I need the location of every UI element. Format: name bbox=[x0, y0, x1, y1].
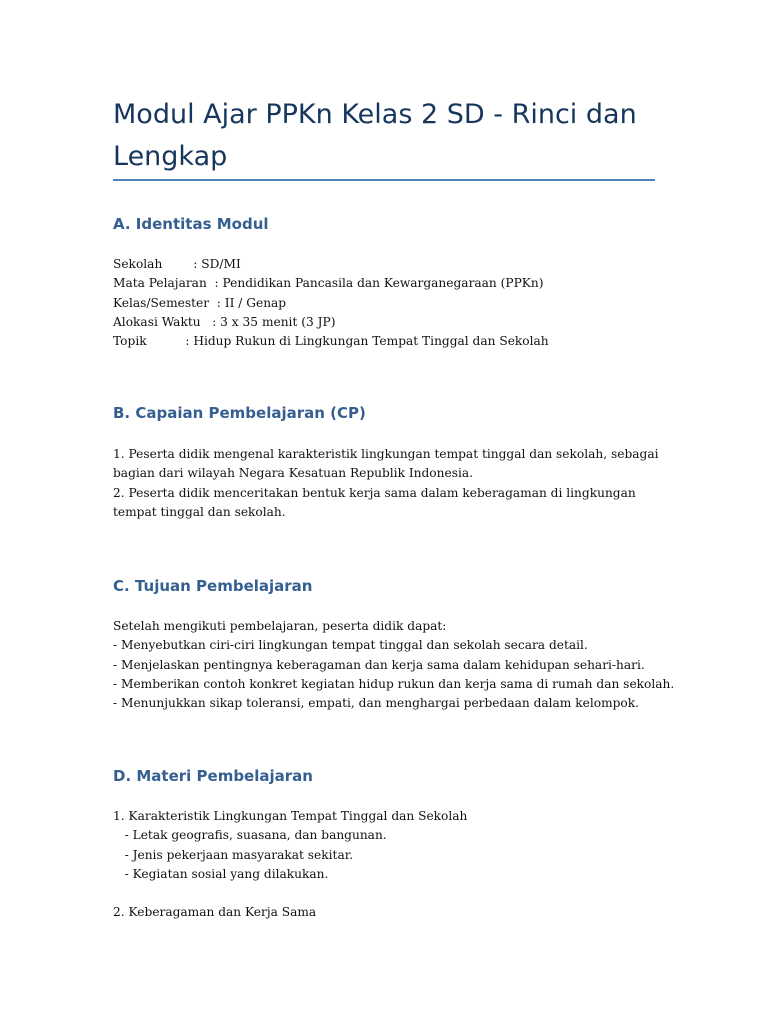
capaian-item: 2. Peserta didik menceritakan bentuk kerja sama dalam keberagaman di lingkungan tempat tinggal dan sekolah. bbox=[113, 485, 636, 519]
identitas-kelas-semester: Kelas/Semester : II / Genap bbox=[113, 295, 287, 310]
identitas-mata-pelajaran: Mata Pelajaran : Pendidikan Pancasila dan Kewarganegaraan (PPKn) bbox=[113, 276, 544, 291]
tujuan-intro: Setelah mengikuti pembelajaran, peserta didik dapat: bbox=[113, 619, 447, 633]
materi-pembelajaran-block bbox=[113, 807, 663, 884]
capaian-pembelajaran-block bbox=[113, 445, 663, 522]
tujuan-item: - Menyebutkan ciri-ciri lingkungan tempat tinggal dan sekolah secara detail. bbox=[113, 638, 588, 653]
materi-item: 2. Keberagaman dan Kerja Sama bbox=[113, 905, 317, 919]
section-b-heading: B. Capaian Pembelajaran (CP) bbox=[113, 404, 366, 422]
materi-next-block bbox=[113, 903, 663, 922]
section-d-heading: D. Materi Pembelajaran bbox=[113, 767, 313, 785]
identitas-alokasi-waktu: Alokasi Waktu : 3 x 35 menit (3 JP) bbox=[113, 314, 336, 329]
identitas-sekolah: Sekolah : SD/MI bbox=[113, 257, 241, 271]
materi-subitem: - Jenis pekerjaan masyarakat sekitar. bbox=[113, 847, 354, 862]
capaian-item: 1. Peserta didik mengenal karakteristik lingkungan tempat tinggal dan sekolah, sebagai bagian dari wilayah Negara Kesatuan Republik Indonesia. bbox=[113, 447, 659, 481]
tujuan-item: - Menunjukkan sikap toleransi, empati, dan menghargai perbedaan dalam kelompok. bbox=[113, 696, 640, 711]
tujuan-item: - Memberikan contoh konkret kegiatan hidup rukun dan kerja sama di rumah dan sekolah. bbox=[113, 676, 675, 691]
identitas-topik: Topik : Hidup Rukun di Lingkungan Tempat Tinggal dan Sekolah bbox=[113, 334, 549, 349]
materi-subitem: - Letak geografis, suasana, dan bangunan. bbox=[113, 828, 387, 843]
tujuan-item: - Menjelaskan pentingnya keberagaman dan kerja sama dalam kehidupan sehari-hari. bbox=[113, 657, 645, 672]
document-title: Modul Ajar PPKn Kelas 2 SD - Rinci dan Lengkap bbox=[113, 99, 637, 172]
title-underline bbox=[113, 179, 655, 181]
tujuan-pembelajaran-block bbox=[113, 617, 675, 713]
section-a-heading: A. Identitas Modul bbox=[113, 215, 269, 233]
materi-subitem: - Kegiatan sosial yang dilakukan. bbox=[113, 866, 329, 881]
identitas-modul-block bbox=[113, 255, 663, 351]
section-c-heading: C. Tujuan Pembelajaran bbox=[113, 577, 313, 595]
materi-item: 1. Karakteristik Lingkungan Tempat Tinggal dan Sekolah bbox=[113, 809, 468, 823]
